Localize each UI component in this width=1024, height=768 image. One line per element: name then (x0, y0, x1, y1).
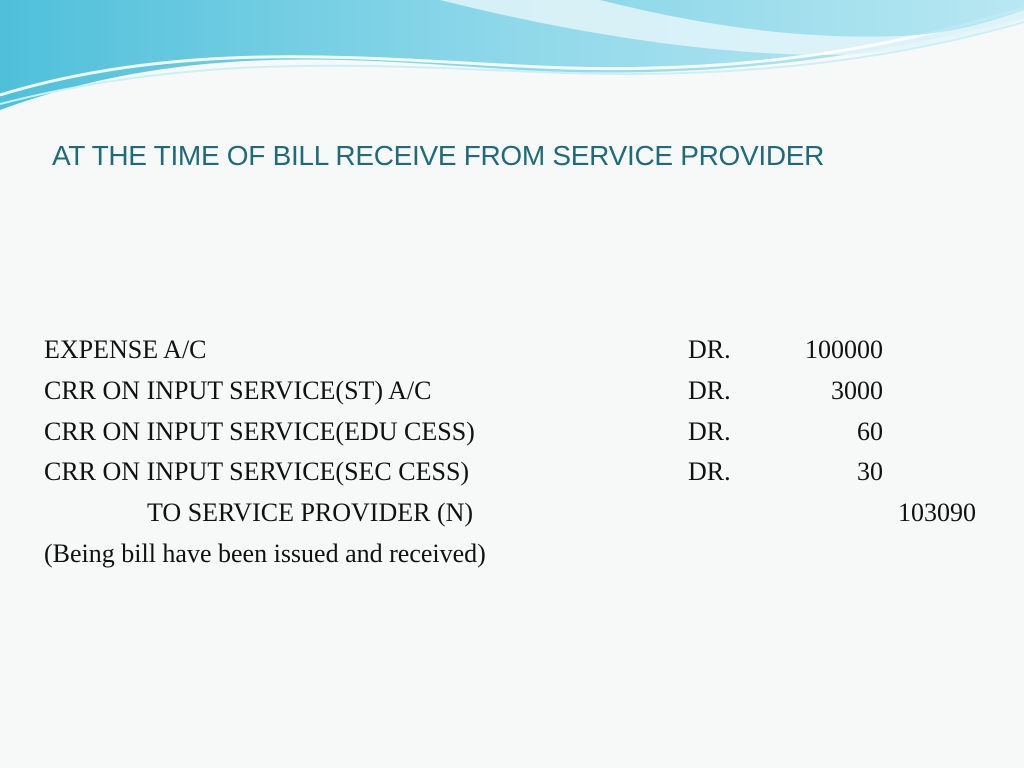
debit-account-label: CRR ON INPUT SERVICE(SEC CESS) (44, 457, 470, 486)
debit-entry-row (0, 457, 1024, 497)
debit-account-label: EXPENSE A/C (44, 335, 207, 364)
debit-amount: 60 (857, 417, 883, 446)
debit-marker: DR. (688, 417, 731, 446)
credit-entry-row (0, 498, 1024, 538)
credit-account-label: TO SERVICE PROVIDER (N) (147, 498, 474, 527)
debit-marker: DR. (688, 457, 731, 486)
debit-amount: 100000 (805, 335, 883, 364)
debit-marker: DR. (688, 335, 731, 364)
debit-account-label: CRR ON INPUT SERVICE(ST) A/C (44, 376, 432, 405)
narration-text: (Being bill have been issued and received) (44, 539, 486, 568)
slide-title: AT THE TIME OF BILL RECEIVE FROM SERVICE PROVIDER (52, 140, 825, 171)
narration-row (0, 539, 1024, 579)
credit-amount: 103090 (898, 498, 976, 527)
debit-entry-row (0, 335, 1024, 375)
debit-amount: 3000 (831, 376, 883, 405)
debit-amount: 30 (857, 457, 883, 486)
debit-account-label: CRR ON INPUT SERVICE(EDU CESS) (44, 417, 475, 446)
debit-entry-row (0, 417, 1024, 457)
debit-entry-row (0, 376, 1024, 416)
debit-marker: DR. (688, 376, 731, 405)
